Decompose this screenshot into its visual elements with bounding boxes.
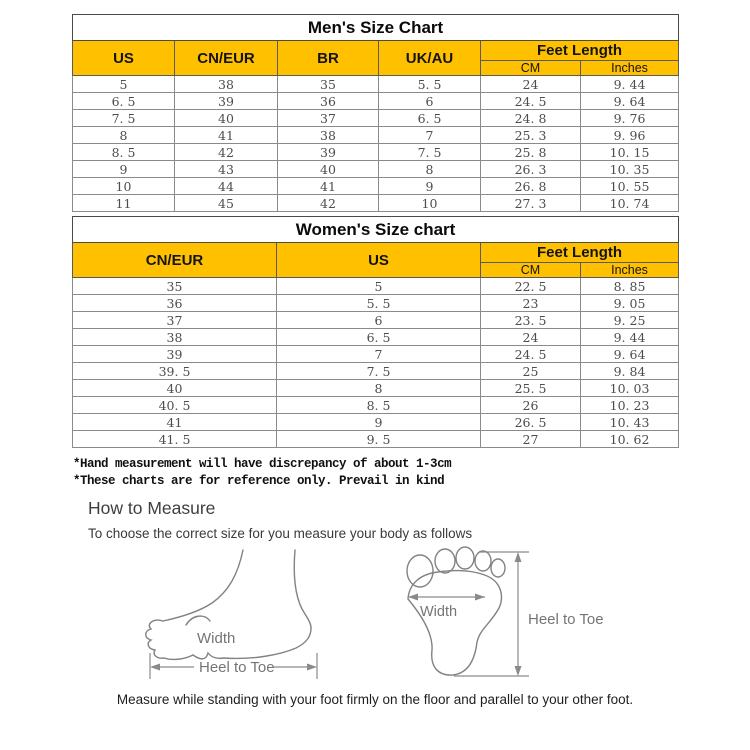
table-cell: 26 — [481, 397, 581, 414]
table-cell: 45 — [175, 195, 278, 212]
table-cell: 11 — [73, 195, 175, 212]
table-cell: 40 — [73, 380, 277, 397]
table-cell: 8. 5 — [73, 144, 175, 161]
note-reference-only: *These charts are for reference only. Prevail in kind — [73, 474, 445, 488]
table-cell: 9. 44 — [581, 329, 679, 346]
mens-col-header-feet-length: Feet Length — [481, 41, 679, 61]
table-cell: 10. 23 — [581, 397, 679, 414]
womens-col-header-cm: CM — [481, 263, 581, 278]
arrow-left-icon — [408, 594, 418, 601]
little-toe-icon — [491, 559, 505, 577]
table-cell: 38 — [175, 76, 278, 93]
table-cell: 37 — [278, 110, 379, 127]
table-cell: 27. 3 — [481, 195, 581, 212]
table-cell: 26. 3 — [481, 161, 581, 178]
side-view-width-label: Width — [197, 630, 236, 647]
table-cell: 9 — [379, 178, 481, 195]
table-cell: 5. 5 — [277, 295, 481, 312]
womens-col-header-feet-length: Feet Length — [481, 243, 679, 263]
table-cell: 39. 5 — [73, 363, 277, 380]
table-cell: 10. 74 — [581, 195, 679, 212]
table-cell: 40 — [175, 110, 278, 127]
womens-table-body — [73, 278, 679, 448]
table-row — [73, 312, 679, 329]
womens-col-header-inches: Inches — [581, 263, 679, 278]
table-cell: 38 — [278, 127, 379, 144]
table-cell: 25 — [481, 363, 581, 380]
table-cell: 5. 5 — [379, 76, 481, 93]
table-cell: 6 — [277, 312, 481, 329]
measurement-caption: Measure while standing with your foot firmly on the floor and parallel to your other foot. — [116, 692, 634, 707]
how-to-measure-intro: To choose the correct size for you measure your body as follows — [88, 526, 473, 541]
table-cell: 40. 5 — [73, 397, 277, 414]
foot-side-view-diagram — [142, 548, 337, 686]
third-toe-icon — [456, 547, 474, 569]
table-cell: 24. 8 — [481, 110, 581, 127]
table-cell: 6. 5 — [73, 93, 175, 110]
table-cell: 36 — [73, 295, 277, 312]
table-cell: 35 — [278, 76, 379, 93]
table-cell: 41 — [175, 127, 278, 144]
table-cell: 8 — [277, 380, 481, 397]
table-row — [73, 144, 679, 161]
mens-col-header-inches: Inches — [581, 61, 679, 76]
how-to-measure-heading: How to Measure — [88, 498, 216, 518]
table-cell: 39 — [73, 346, 277, 363]
table-cell: 9. 76 — [581, 110, 679, 127]
mens-col-header-cn-eur: CN/EUR — [175, 41, 278, 76]
mens-col-header-uk-au: UK/AU — [379, 41, 481, 76]
mens-table-title: Men's Size Chart — [73, 15, 679, 41]
table-row — [73, 161, 679, 178]
second-toe-icon — [435, 549, 455, 573]
table-cell: 9. 96 — [581, 127, 679, 144]
table-cell: 6. 5 — [379, 110, 481, 127]
table-cell: 39 — [175, 93, 278, 110]
table-cell: 41 — [73, 414, 277, 431]
disclaimer-notes — [73, 456, 678, 490]
table-cell: 26. 8 — [481, 178, 581, 195]
table-cell: 42 — [278, 195, 379, 212]
table-cell: 10 — [73, 178, 175, 195]
table-cell: 23 — [481, 295, 581, 312]
table-cell: 25. 5 — [481, 380, 581, 397]
table-row — [73, 278, 679, 295]
table-row — [73, 329, 679, 346]
table-cell: 5 — [277, 278, 481, 295]
table-cell: 9. 64 — [581, 346, 679, 363]
side-view-heel-to-toe-label: Heel to Toe — [199, 659, 275, 676]
table-cell: 39 — [278, 144, 379, 161]
arrow-right-icon — [307, 664, 317, 671]
table-row — [73, 195, 679, 212]
mens-col-header-br: BR — [278, 41, 379, 76]
table-cell: 10. 03 — [581, 380, 679, 397]
table-cell: 42 — [175, 144, 278, 161]
table-cell: 23. 5 — [481, 312, 581, 329]
table-cell: 10. 15 — [581, 144, 679, 161]
mens-col-header-us: US — [73, 41, 175, 76]
table-cell: 10. 43 — [581, 414, 679, 431]
table-cell: 7. 5 — [277, 363, 481, 380]
arrow-down-icon — [515, 666, 522, 676]
table-cell: 7 — [379, 127, 481, 144]
foot-sole-view-diagram — [392, 546, 607, 686]
table-row — [73, 110, 679, 127]
table-cell: 7. 5 — [73, 110, 175, 127]
table-row — [73, 431, 679, 448]
table-row — [73, 178, 679, 195]
table-cell: 8 — [73, 127, 175, 144]
table-cell: 41. 5 — [73, 431, 277, 448]
mens-col-header-cm: CM — [481, 61, 581, 76]
arrow-right-icon — [475, 594, 485, 601]
table-cell: 9 — [73, 161, 175, 178]
fourth-toe-icon — [475, 551, 491, 571]
table-cell: 26. 5 — [481, 414, 581, 431]
table-cell: 8. 5 — [277, 397, 481, 414]
table-cell: 9. 05 — [581, 295, 679, 312]
table-cell: 37 — [73, 312, 277, 329]
table-cell: 5 — [73, 76, 175, 93]
table-cell: 35 — [73, 278, 277, 295]
table-cell: 9. 44 — [581, 76, 679, 93]
table-cell: 9 — [277, 414, 481, 431]
sole-view-heel-to-toe-label: Heel to Toe — [528, 611, 604, 628]
table-cell: 41 — [278, 178, 379, 195]
table-cell: 6 — [379, 93, 481, 110]
table-row — [73, 127, 679, 144]
table-cell: 8. 85 — [581, 278, 679, 295]
table-cell: 40 — [278, 161, 379, 178]
table-cell: 7. 5 — [379, 144, 481, 161]
table-cell: 10. 35 — [581, 161, 679, 178]
table-cell: 7 — [277, 346, 481, 363]
table-row — [73, 93, 679, 110]
table-cell: 8 — [379, 161, 481, 178]
table-row — [73, 295, 679, 312]
mens-size-table — [72, 14, 679, 212]
table-row — [73, 76, 679, 93]
table-cell: 36 — [278, 93, 379, 110]
womens-size-table — [72, 216, 679, 448]
measurement-diagrams — [72, 546, 678, 686]
width-dimension-line — [408, 594, 485, 601]
table-cell: 24. 5 — [481, 93, 581, 110]
note-hand-measurement: *Hand measurement will have discrepancy of about 1-3cm — [73, 457, 452, 471]
table-cell: 24 — [481, 329, 581, 346]
womens-col-header-us: US — [277, 243, 481, 278]
table-cell: 9. 5 — [277, 431, 481, 448]
table-cell: 27 — [481, 431, 581, 448]
table-cell: 22. 5 — [481, 278, 581, 295]
womens-table-title: Women's Size chart — [73, 217, 679, 243]
table-row — [73, 397, 679, 414]
arrow-left-icon — [150, 664, 160, 671]
table-row — [73, 363, 679, 380]
table-cell: 9. 64 — [581, 93, 679, 110]
table-row — [73, 380, 679, 397]
mens-table-body — [73, 76, 679, 212]
table-cell: 9. 25 — [581, 312, 679, 329]
table-row — [73, 414, 679, 431]
table-cell: 10. 62 — [581, 431, 679, 448]
table-cell: 10 — [379, 195, 481, 212]
womens-col-header-cn-eur: CN/EUR — [73, 243, 277, 278]
table-cell: 10. 55 — [581, 178, 679, 195]
table-cell: 44 — [175, 178, 278, 195]
arrow-up-icon — [515, 552, 522, 562]
table-cell: 9. 84 — [581, 363, 679, 380]
table-cell: 24 — [481, 76, 581, 93]
table-cell: 24. 5 — [481, 346, 581, 363]
table-cell: 43 — [175, 161, 278, 178]
table-cell: 25. 8 — [481, 144, 581, 161]
table-cell: 25. 3 — [481, 127, 581, 144]
table-row — [73, 346, 679, 363]
table-cell: 38 — [73, 329, 277, 346]
big-toe-icon — [407, 555, 433, 587]
table-cell: 6. 5 — [277, 329, 481, 346]
sole-view-width-label: Width — [420, 604, 458, 620]
